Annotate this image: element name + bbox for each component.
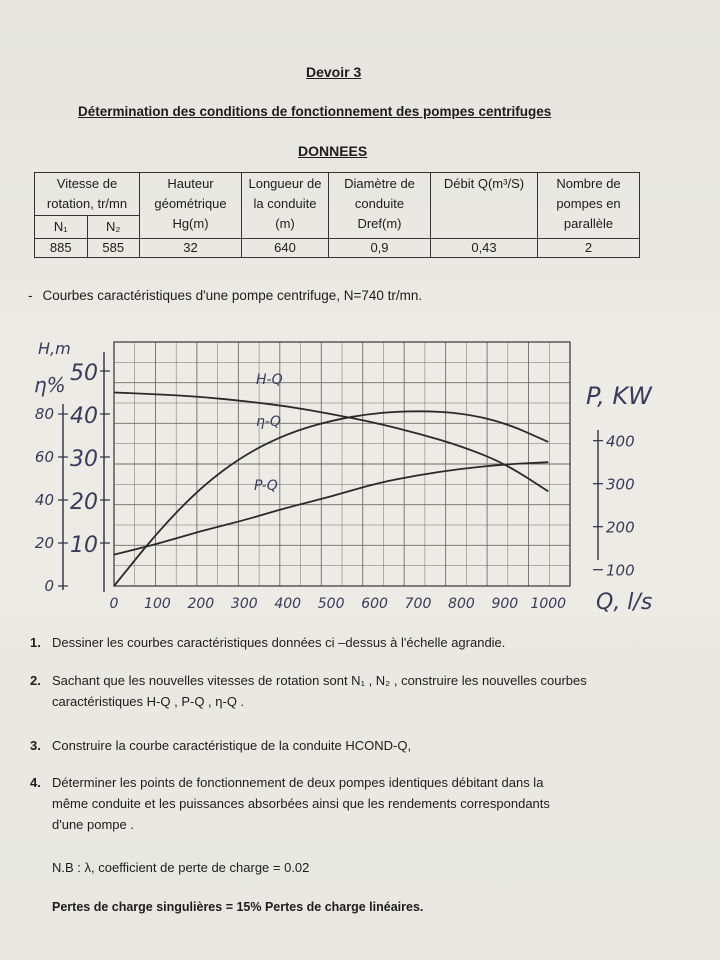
pertes-note: Pertes de charge singulières = 15% Pertes de charge linéaires. <box>52 900 424 914</box>
subject-title: Détermination des conditions de fonctionnement des pompes centrifuges <box>78 104 552 119</box>
x-axis-title: Q, l/s <box>596 590 653 615</box>
x-tick-label: 1000 <box>530 596 567 612</box>
data-table <box>34 172 640 258</box>
subheader-n2: N₂ <box>87 216 140 239</box>
eta-tick-label: 0 <box>44 577 54 595</box>
x-tick-label: 100 <box>144 596 171 612</box>
series-label: H-Q <box>256 372 283 388</box>
h-tick-label: 40 <box>70 404 98 429</box>
series-label: P-Q <box>254 478 278 494</box>
p-tick-label: 100 <box>606 561 635 580</box>
value-length: 640 <box>242 239 329 258</box>
x-tick-label: 500 <box>317 596 345 612</box>
table-header-row <box>35 173 640 216</box>
value-height: 32 <box>140 239 242 258</box>
header-pumps: Nombre de pompes en parallèle <box>538 173 640 239</box>
subheader-n1: N₁ <box>35 216 88 239</box>
question-2: 2. Sachant que les nouvelles vitesses de rotation sont N₁ , N₂ , construire les nouvelles courbes caractéristiques H-Q , P-Q , η-Q . <box>30 673 587 709</box>
x-tick-label: 700 <box>404 596 432 612</box>
x-tick-label: 800 <box>448 596 475 612</box>
p-tick-label: 400 <box>606 432 635 451</box>
x-tick-label: 300 <box>230 596 258 612</box>
devoir-title: Devoir 3 <box>306 64 362 80</box>
value-pumps: 2 <box>538 239 640 258</box>
eta-axis-title: η% <box>34 373 66 397</box>
h-tick-label: 10 <box>70 533 98 558</box>
eta-tick-label: 20 <box>34 534 54 552</box>
value-n2: 585 <box>87 239 140 258</box>
h-tick-label: 20 <box>70 490 98 515</box>
x-tick-label: 900 <box>491 596 519 612</box>
pump-chart <box>0 312 720 620</box>
value-diameter: 0,9 <box>329 239 431 258</box>
h-tick-label: 30 <box>70 447 98 472</box>
series-label: η-Q <box>256 414 281 430</box>
question-4: 4. Déterminer les points de fonctionnement de deux pompes identiques débitant dans la même conduite et les puissances absorbées ainsi que les rendements correspondants d'une pompe . <box>30 775 550 832</box>
question-1: 1. Dessiner les courbes caractéristiques données ci –dessus à l'échelle agrandie. <box>30 635 506 650</box>
x-tick-label: 600 <box>361 596 388 612</box>
header-height: Hauteur géométrique Hg(m) <box>140 173 242 239</box>
eta-tick-label: 40 <box>34 491 54 509</box>
section-title: DONNEES <box>298 143 368 159</box>
p-axis-title: P, KW <box>586 382 652 410</box>
eta-tick-label: 80 <box>34 405 54 423</box>
header-diameter: Diamètre de conduite Dref(m) <box>329 173 431 239</box>
p-tick-label: 300 <box>606 475 635 494</box>
curves-title: - Courbes caractéristiques d'une pompe centrifuge, N=740 tr/mn. <box>28 288 423 303</box>
header-length: Longueur de la conduite (m) <box>242 173 329 239</box>
h-axis-title: H,m <box>38 339 71 358</box>
x-tick-label: 0 <box>109 596 119 612</box>
x-tick-label: 400 <box>274 596 302 612</box>
pump-chart-svg <box>0 312 720 620</box>
table-values-row <box>35 239 640 258</box>
header-speed: Vitesse de rotation, tr/mn <box>35 173 140 216</box>
header-flow: Débit Q(m³/S) <box>431 173 538 239</box>
h-tick-label: 50 <box>70 361 98 386</box>
nb-note: N.B : λ, coefficient de perte de charge = 0.02 <box>52 860 310 875</box>
x-tick-label: 200 <box>187 596 215 612</box>
eta-tick-label: 60 <box>34 448 54 466</box>
question-3: 3. Construire la courbe caractéristique de la conduite HCOND-Q, <box>30 738 412 753</box>
value-n1: 885 <box>35 239 88 258</box>
p-tick-label: 200 <box>606 518 635 537</box>
value-flow: 0,43 <box>431 239 538 258</box>
